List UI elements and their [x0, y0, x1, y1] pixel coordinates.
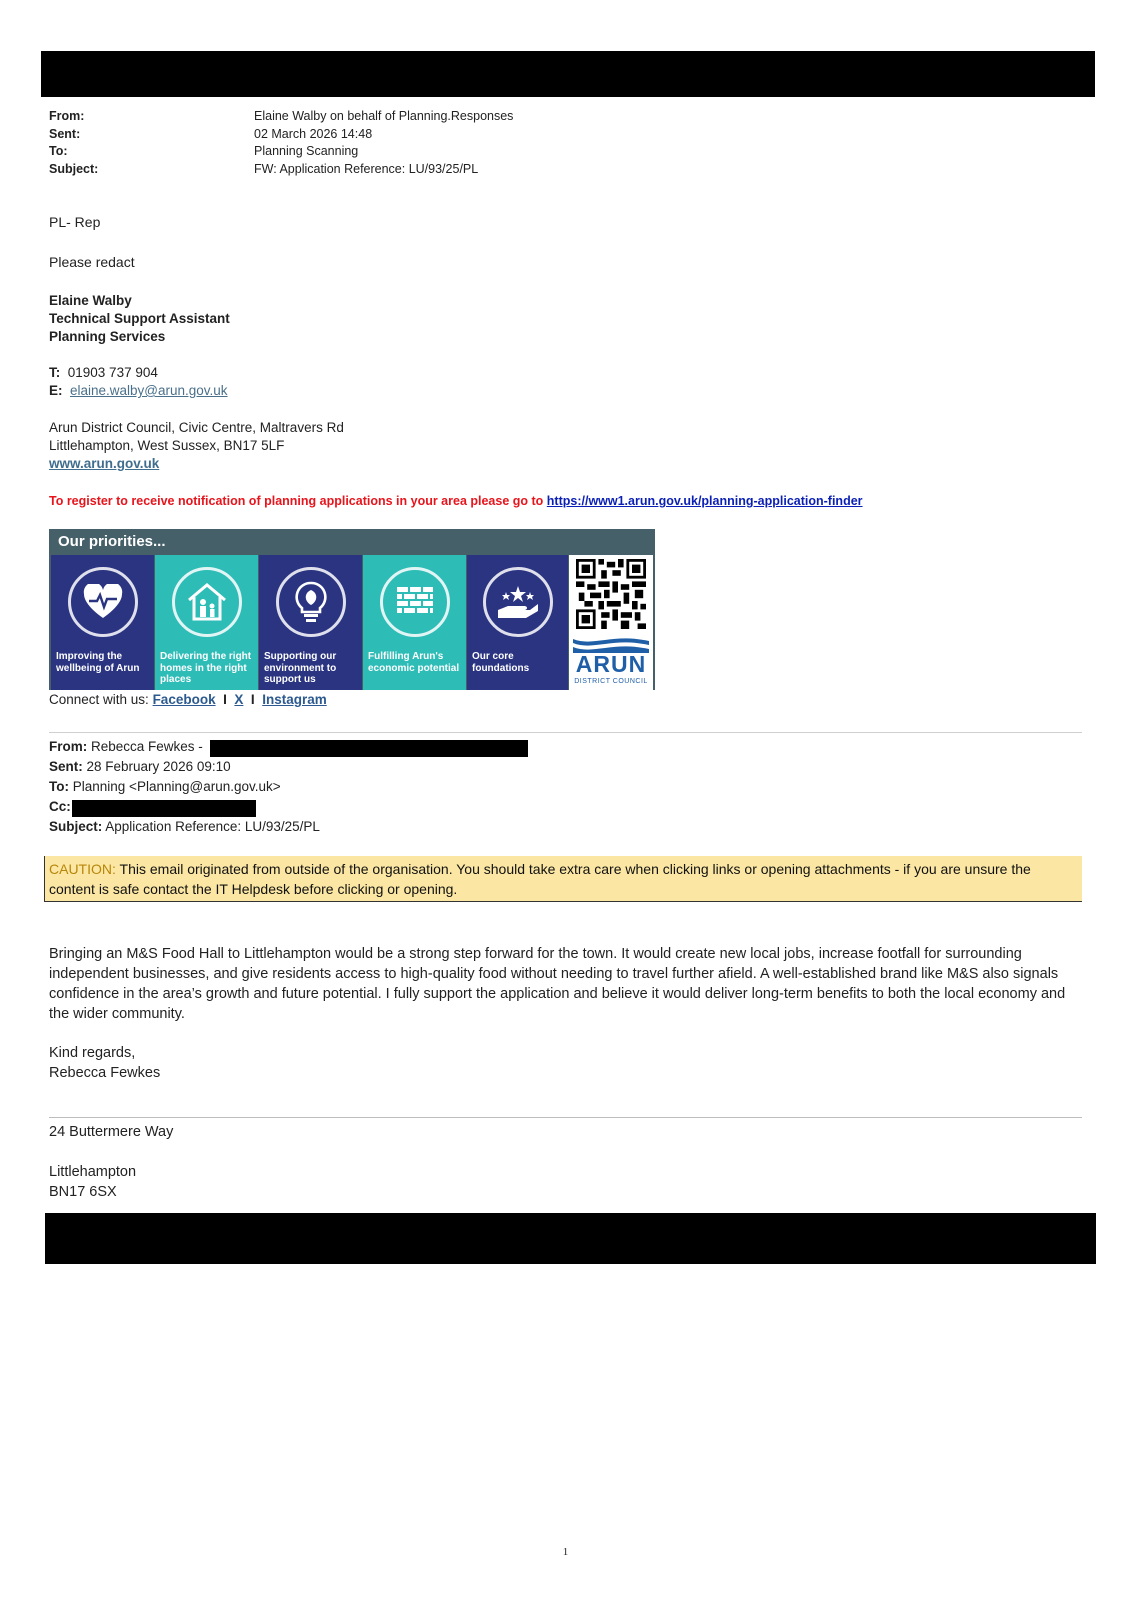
forwarded-from: [49, 737, 203, 757]
priority-tile-label: Improving the wellbeing of Arun: [56, 651, 140, 674]
planning-notice: [49, 494, 863, 508]
instagram-link[interactable]: Instagram: [262, 692, 327, 707]
forwarded-subject: [49, 817, 320, 837]
house-family-icon: [172, 567, 242, 637]
signature-tel: [49, 365, 158, 380]
fwd-from-value: Rebecca Fewkes -: [91, 739, 203, 754]
email-link[interactable]: elaine.walby@arun.gov.uk: [70, 383, 228, 398]
intro-line-2: Please redact: [49, 254, 135, 270]
planning-notice-text: To register to receive notification of planning applications in your area please go to: [49, 494, 547, 508]
heart-pulse-icon: [68, 567, 138, 637]
forwarded-to: [49, 777, 281, 797]
lightbulb-leaf-icon: [276, 567, 346, 637]
priority-tile-environment: [259, 555, 362, 690]
priority-tile-homes: [155, 555, 258, 690]
qr-code-icon: [576, 559, 646, 629]
signature-dept: Planning Services: [49, 329, 166, 344]
tel-label: T:: [49, 365, 61, 380]
sent-value: 02 March 2026 14:48: [254, 126, 373, 141]
connect-separator: I: [223, 692, 227, 707]
arun-logo-text: ARUN: [575, 651, 647, 677]
priority-tile-label: Delivering the right homes in the right places: [160, 651, 252, 685]
subject-label: Subject:: [49, 161, 99, 176]
message-paragraph: Bringing an M&S Food Hall to Littlehampton would be a strong step forward for the town. It would create new local jobs, increase footfall for surrounding independent businesses, and give residents access to high-quality food without needing to travel further afield. A well-established brand like M&S also signals confidence in the area’s growth and future potential. I fully support the application and believe it would deliver long-term benefits to both the local economy and the wider community.: [49, 946, 1066, 1022]
connect-separator: I: [250, 692, 255, 707]
forwarded-sent: [49, 757, 231, 777]
priority-tile-wellbeing: [51, 555, 154, 690]
caution-word: CAUTION:: [49, 861, 116, 877]
priority-tile-foundations: [467, 555, 568, 690]
caution-text: This email originated from outside of the organisation. You should take extra care when clicking links or opening attachments - if you are unsure the content is safe contact the IT Helpdesk before clicking or opening.: [49, 861, 1031, 897]
brick-wall-icon: [380, 567, 450, 637]
fwd-from-label: From:: [49, 739, 88, 754]
signature-email: [49, 383, 228, 398]
priority-tile-label: Supporting our environment to support us: [264, 651, 337, 685]
fwd-to-label: To:: [49, 779, 69, 794]
forwarded-cc: [49, 797, 71, 817]
page-number: 1: [562, 1546, 569, 1558]
banner-title: Our priorities...: [58, 533, 166, 550]
email-label: E:: [49, 383, 63, 398]
priority-tile-label: Fulfilling Arun's economic potential: [368, 651, 460, 674]
signature-name: Elaine Walby: [49, 293, 132, 308]
redaction-sender-email: [210, 740, 528, 757]
sender-address-line-2: Littlehampton: [49, 1164, 137, 1180]
caution-banner: [44, 856, 1082, 902]
x-link[interactable]: X: [234, 692, 244, 707]
priorities-banner: [49, 529, 655, 690]
connect-row: [49, 692, 327, 707]
fwd-to-value: Planning <Planning@arun.gov.uk>: [72, 779, 281, 794]
address-line-1: Arun District Council, Civic Centre, Maltravers Rd: [49, 420, 344, 435]
tel-value: 01903 737 904: [67, 365, 158, 380]
sender-address-line-3: BN17 6SX: [49, 1184, 117, 1200]
fwd-sent-value: 28 February 2026 09:10: [86, 759, 231, 774]
sender-address-line-1: 24 Buttermere Way: [49, 1124, 174, 1140]
to-label: To:: [49, 144, 68, 158]
divider: [49, 1117, 1082, 1118]
message-closing: Kind regards,: [49, 1045, 136, 1061]
arun-logo-subtext: DISTRICT COUNCIL: [574, 678, 648, 685]
divider: [49, 732, 1082, 733]
redaction-cc: [72, 800, 256, 817]
fwd-sent-label: Sent:: [49, 759, 83, 774]
signature-role: Technical Support Assistant: [49, 311, 230, 326]
redaction-bar-top: [41, 51, 1095, 97]
website-link[interactable]: www.arun.gov.uk: [49, 456, 160, 471]
fwd-cc-label: Cc:: [49, 799, 71, 814]
sent-label: Sent:: [49, 126, 81, 141]
connect-label: Connect with us:: [49, 692, 153, 707]
address-line-2: Littlehampton, West Sussex, BN17 5LF: [49, 438, 285, 453]
hand-stars-icon: [483, 567, 553, 637]
planning-finder-link[interactable]: https://www1.arun.gov.uk/planning-application-finder: [546, 494, 863, 508]
subject-value: FW: Application Reference: LU/93/25/PL: [254, 161, 479, 176]
redaction-bar-bottom: [45, 1213, 1096, 1264]
priority-tile-label: Our core foundations: [472, 651, 530, 674]
to-value: Planning Scanning: [254, 144, 359, 158]
intro-line-1: PL- Rep: [49, 214, 101, 230]
fwd-subject-value: Application Reference: LU/93/25/PL: [105, 819, 320, 834]
from-label: From:: [49, 109, 85, 123]
fwd-subject-label: Subject:: [49, 819, 103, 834]
facebook-link[interactable]: Facebook: [152, 692, 216, 707]
message-signoff: Rebecca Fewkes: [49, 1065, 161, 1081]
priority-tile-economy: [363, 555, 466, 690]
arun-logo-panel: [569, 555, 653, 690]
from-value: Elaine Walby on behalf of Planning.Responses: [254, 109, 514, 123]
